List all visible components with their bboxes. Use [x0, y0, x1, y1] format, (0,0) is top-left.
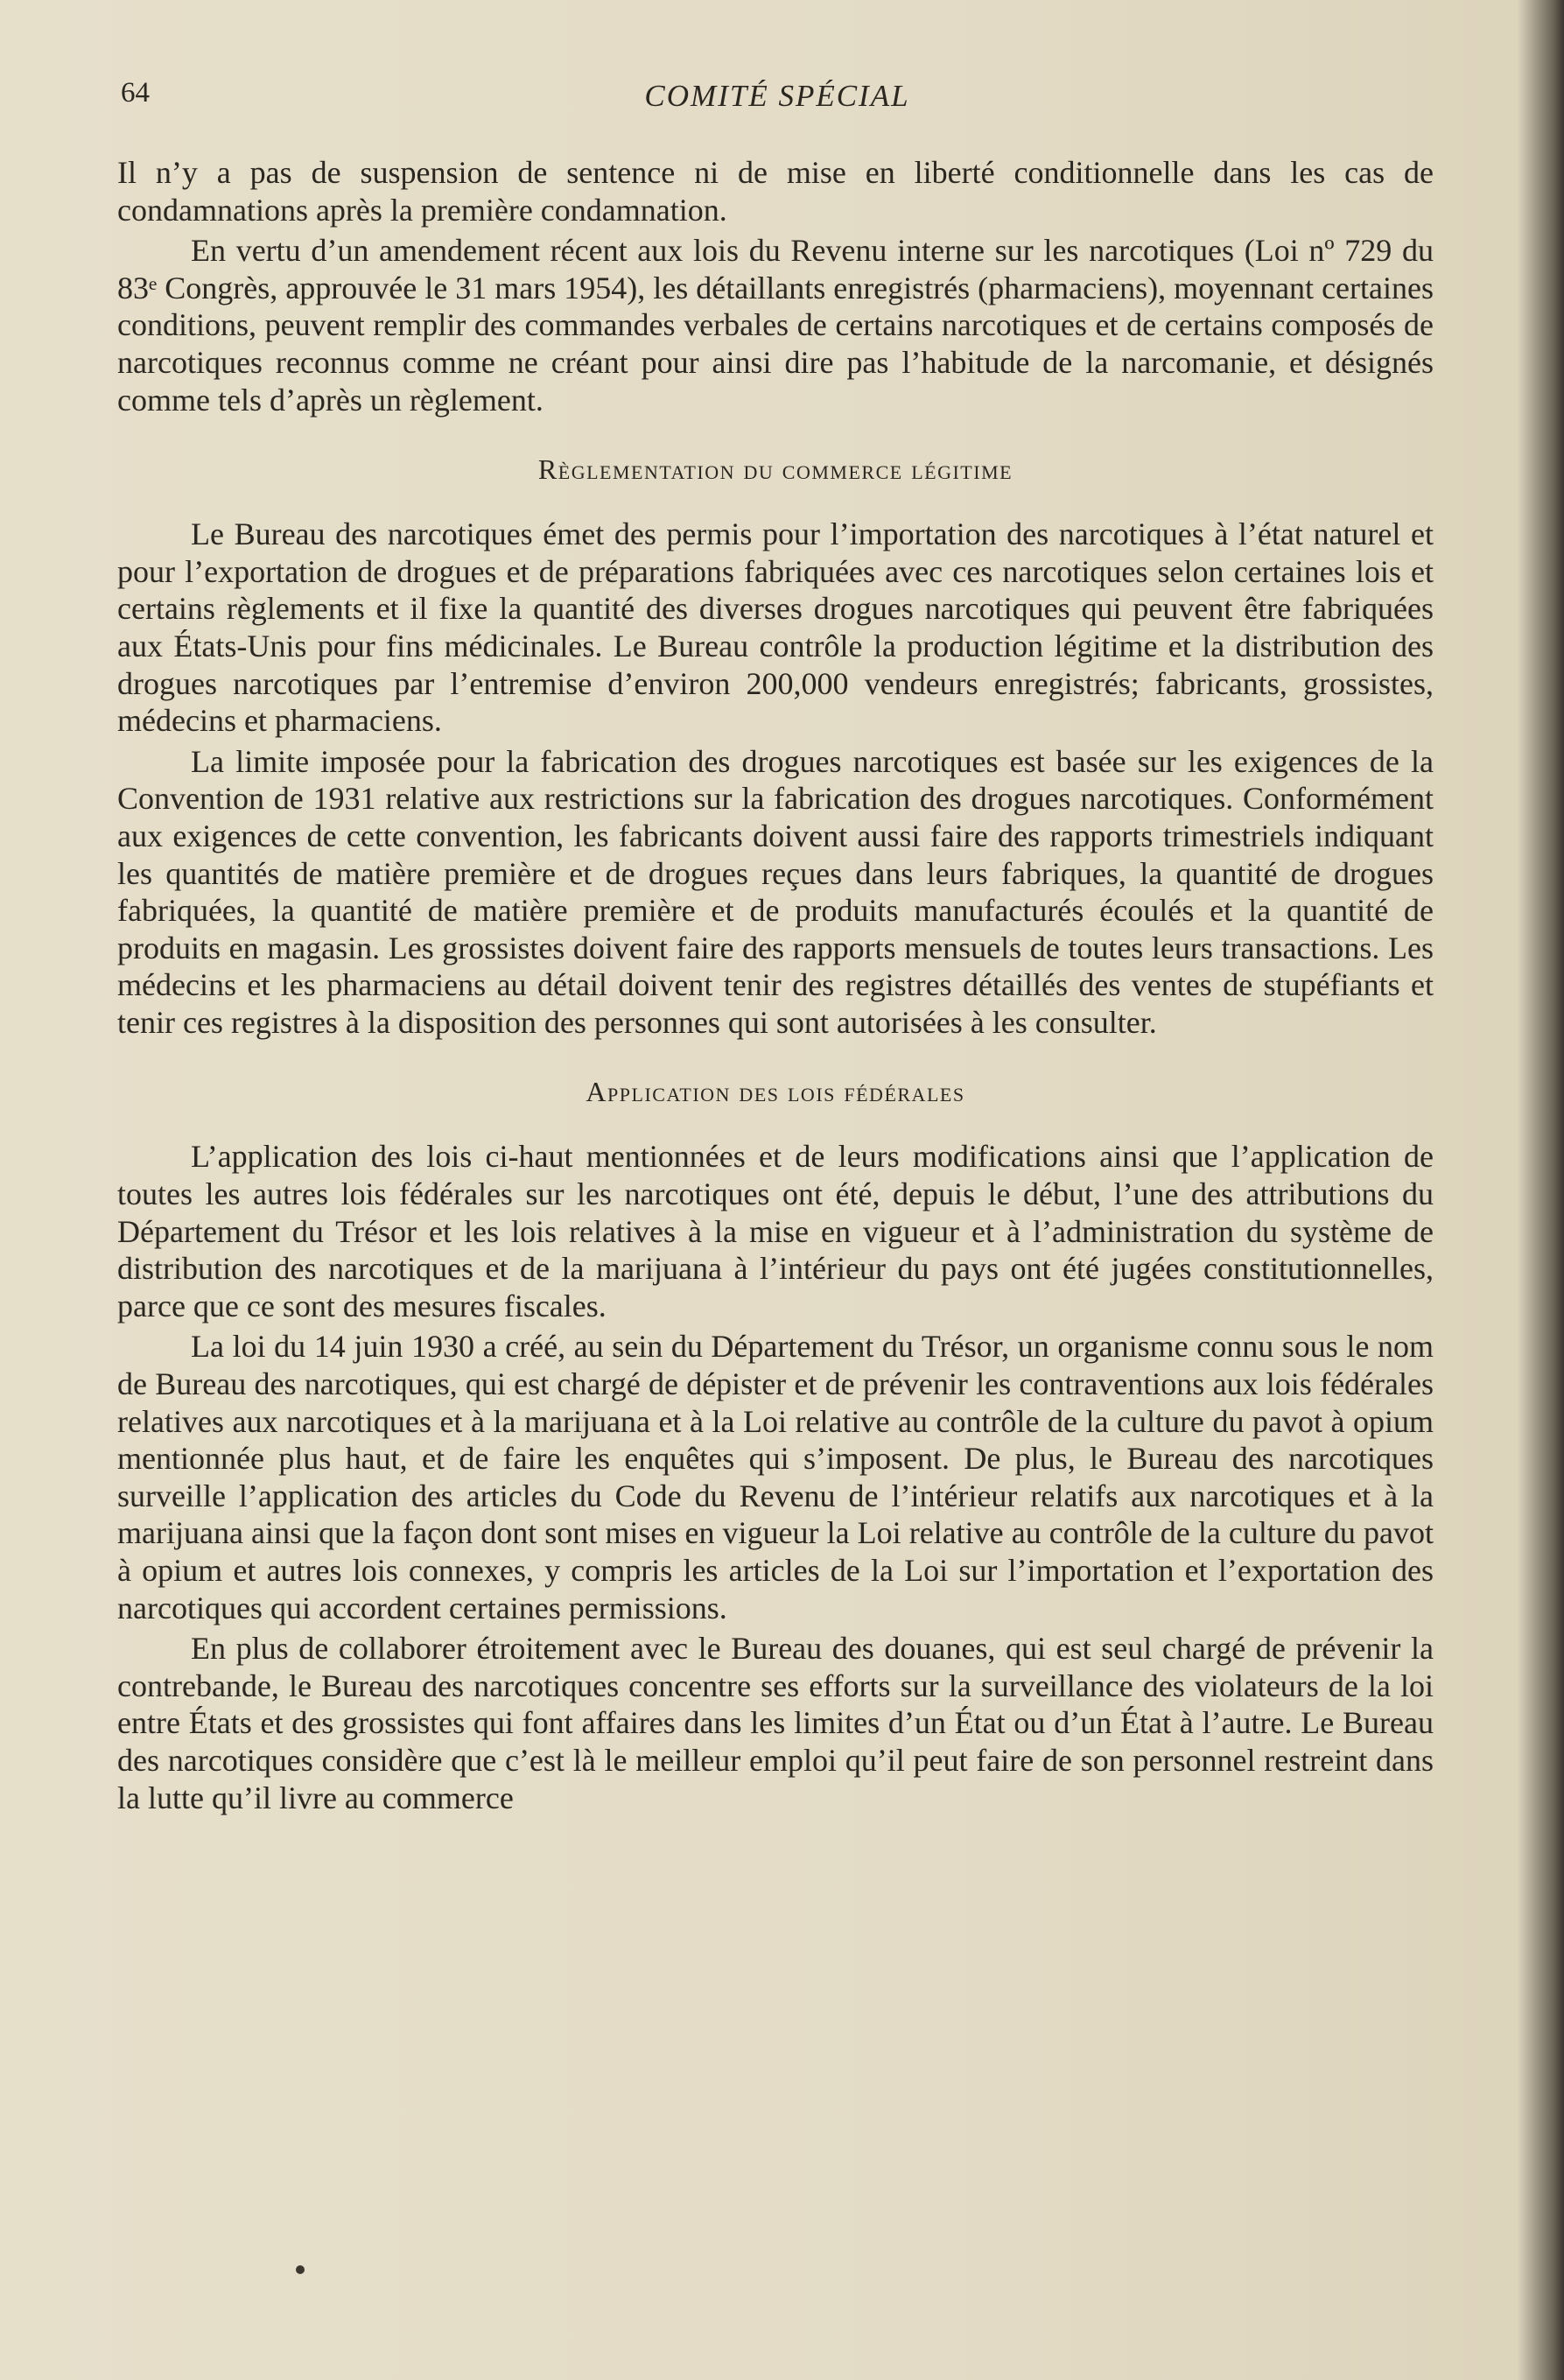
section-heading-reglementation: Règlementation du commerce légitime	[537, 453, 1013, 486]
running-head	[121, 77, 1434, 121]
paragraph-1: Il n’y a pas de suspension de sentence ni de mise en liberté conditionnelle dans les cas de condamnations après la première condamnation.	[117, 155, 1434, 228]
paragraph-7: En plus de collaborer étroitement avec le Bureau des douanes, qui est seul chargé de prévenir la contrebande, le Bureau des narcotiques concentre ses efforts sur la surveillance des violateurs de la loi entre États et des grossistes qui font affaires dans les limites d’un État ou d’un État à l’autre. Le Bureau des narcotiques considère que c’est là le meilleur emploi qu’il peut faire de son personnel restreint dans la lutte qu’il livre au commerce	[117, 1631, 1434, 1815]
body-text	[117, 154, 1434, 1816]
paragraph-3: Le Bureau des narcotiques émet des permis pour l’importation des narcotiques à l’état naturel et pour l’exportation de drogues et de préparations fabriquées avec ces narcotiques selon certaines lois et certains règlements et il fixe la quantité des diverses drogues narcotiques qui peuvent être fabriquées aux États-Unis pour fins médicinales. Le Bureau contrôle la production légitime et la distribution des drogues narcotiques par l’entremise d’environ 200,000 vendeurs enregistrés; fabricants, grossistes, médecins et pharmaciens.	[117, 516, 1434, 739]
section-heading-application: Application des lois fédérales	[586, 1076, 965, 1108]
paragraph-4: La limite imposée pour la fabrication des drogues narcotiques est basée sur les exigences de la Convention de 1931 relative aux restrictions sur la fabrication des drogues narcotiques. Conformément aux exigences de cette convention, les fabricants doivent aussi faire des rapports trimestriels indiquant les quantités de matière première et de drogues reçues dans leurs fabriques, la quantité de drogues fabriquées, la quantité de matière première et de produits manufacturés écoulés et la quantité de produits en magasin. Les grossistes doivent faire des rapports mensuels de toutes leurs transactions. Les médecins et les pharmaciens au détail doivent tenir des registres détaillés des ventes de stupéfiants et tenir ces registres à la disposition des personnes qui sont autorisées à les consulter.	[117, 743, 1434, 1040]
paragraph-2: En vertu d’un amendement récent aux lois du Revenu interne sur les narcotiques (Loi nº 729 du 83ᵉ Congrès, approuvée le 31 mars 1954), les détaillants enregistrés (pharmaciens), moyennant certaines conditions, peuvent remplir des commandes verbales de certains narcotiques et de certains composés de narcotiques reconnus comme ne créant pour ainsi dire pas l’habitude de la narcomanie, et désignés comme tels d’après un règlement.	[117, 233, 1434, 418]
paragraph-5: L’application des lois ci-haut mentionnées et de leurs modifications ainsi que l’application de toutes les autres lois fédérales sur les narcotiques ont été, depuis le début, l’une des attributions du Département du Trésor et les lois relatives à la mise en vigueur et à l’administration du système de distribution des narcotiques et de la marijuana à l’intérieur du pays ont été jugées constitutionnelles, parce que ce sont des mesures fiscales.	[117, 1139, 1434, 1323]
running-title: COMITÉ SPÉCIAL	[644, 79, 910, 113]
paragraph-6: La loi du 14 juin 1930 a créé, au sein du Département du Trésor, un organisme connu sous le nom de Bureau des narcotiques, qui est chargé de dépister et de prévenir les contraventions aux lois fédérales relatives aux narcotiques et à la marijuana et à la Loi relative au contrôle de la culture du pavot à opium mentionnée plus haut, et de faire les enquêtes qui s’imposent. De plus, le Bureau des narcotiques surveille l’application des articles du Code du Revenu de l’intérieur relatifs aux narcotiques et à la marijuana ainsi que la façon dont sont mises en vigueur la Loi relative au contrôle de la culture du pavot à opium et autres lois connexes, y compris les articles de la Loi sur l’importation et l’exportation des narcotiques qui accordent certaines permissions.	[117, 1329, 1434, 1625]
page-number: 64	[121, 77, 150, 109]
ink-speck	[296, 2265, 305, 2274]
